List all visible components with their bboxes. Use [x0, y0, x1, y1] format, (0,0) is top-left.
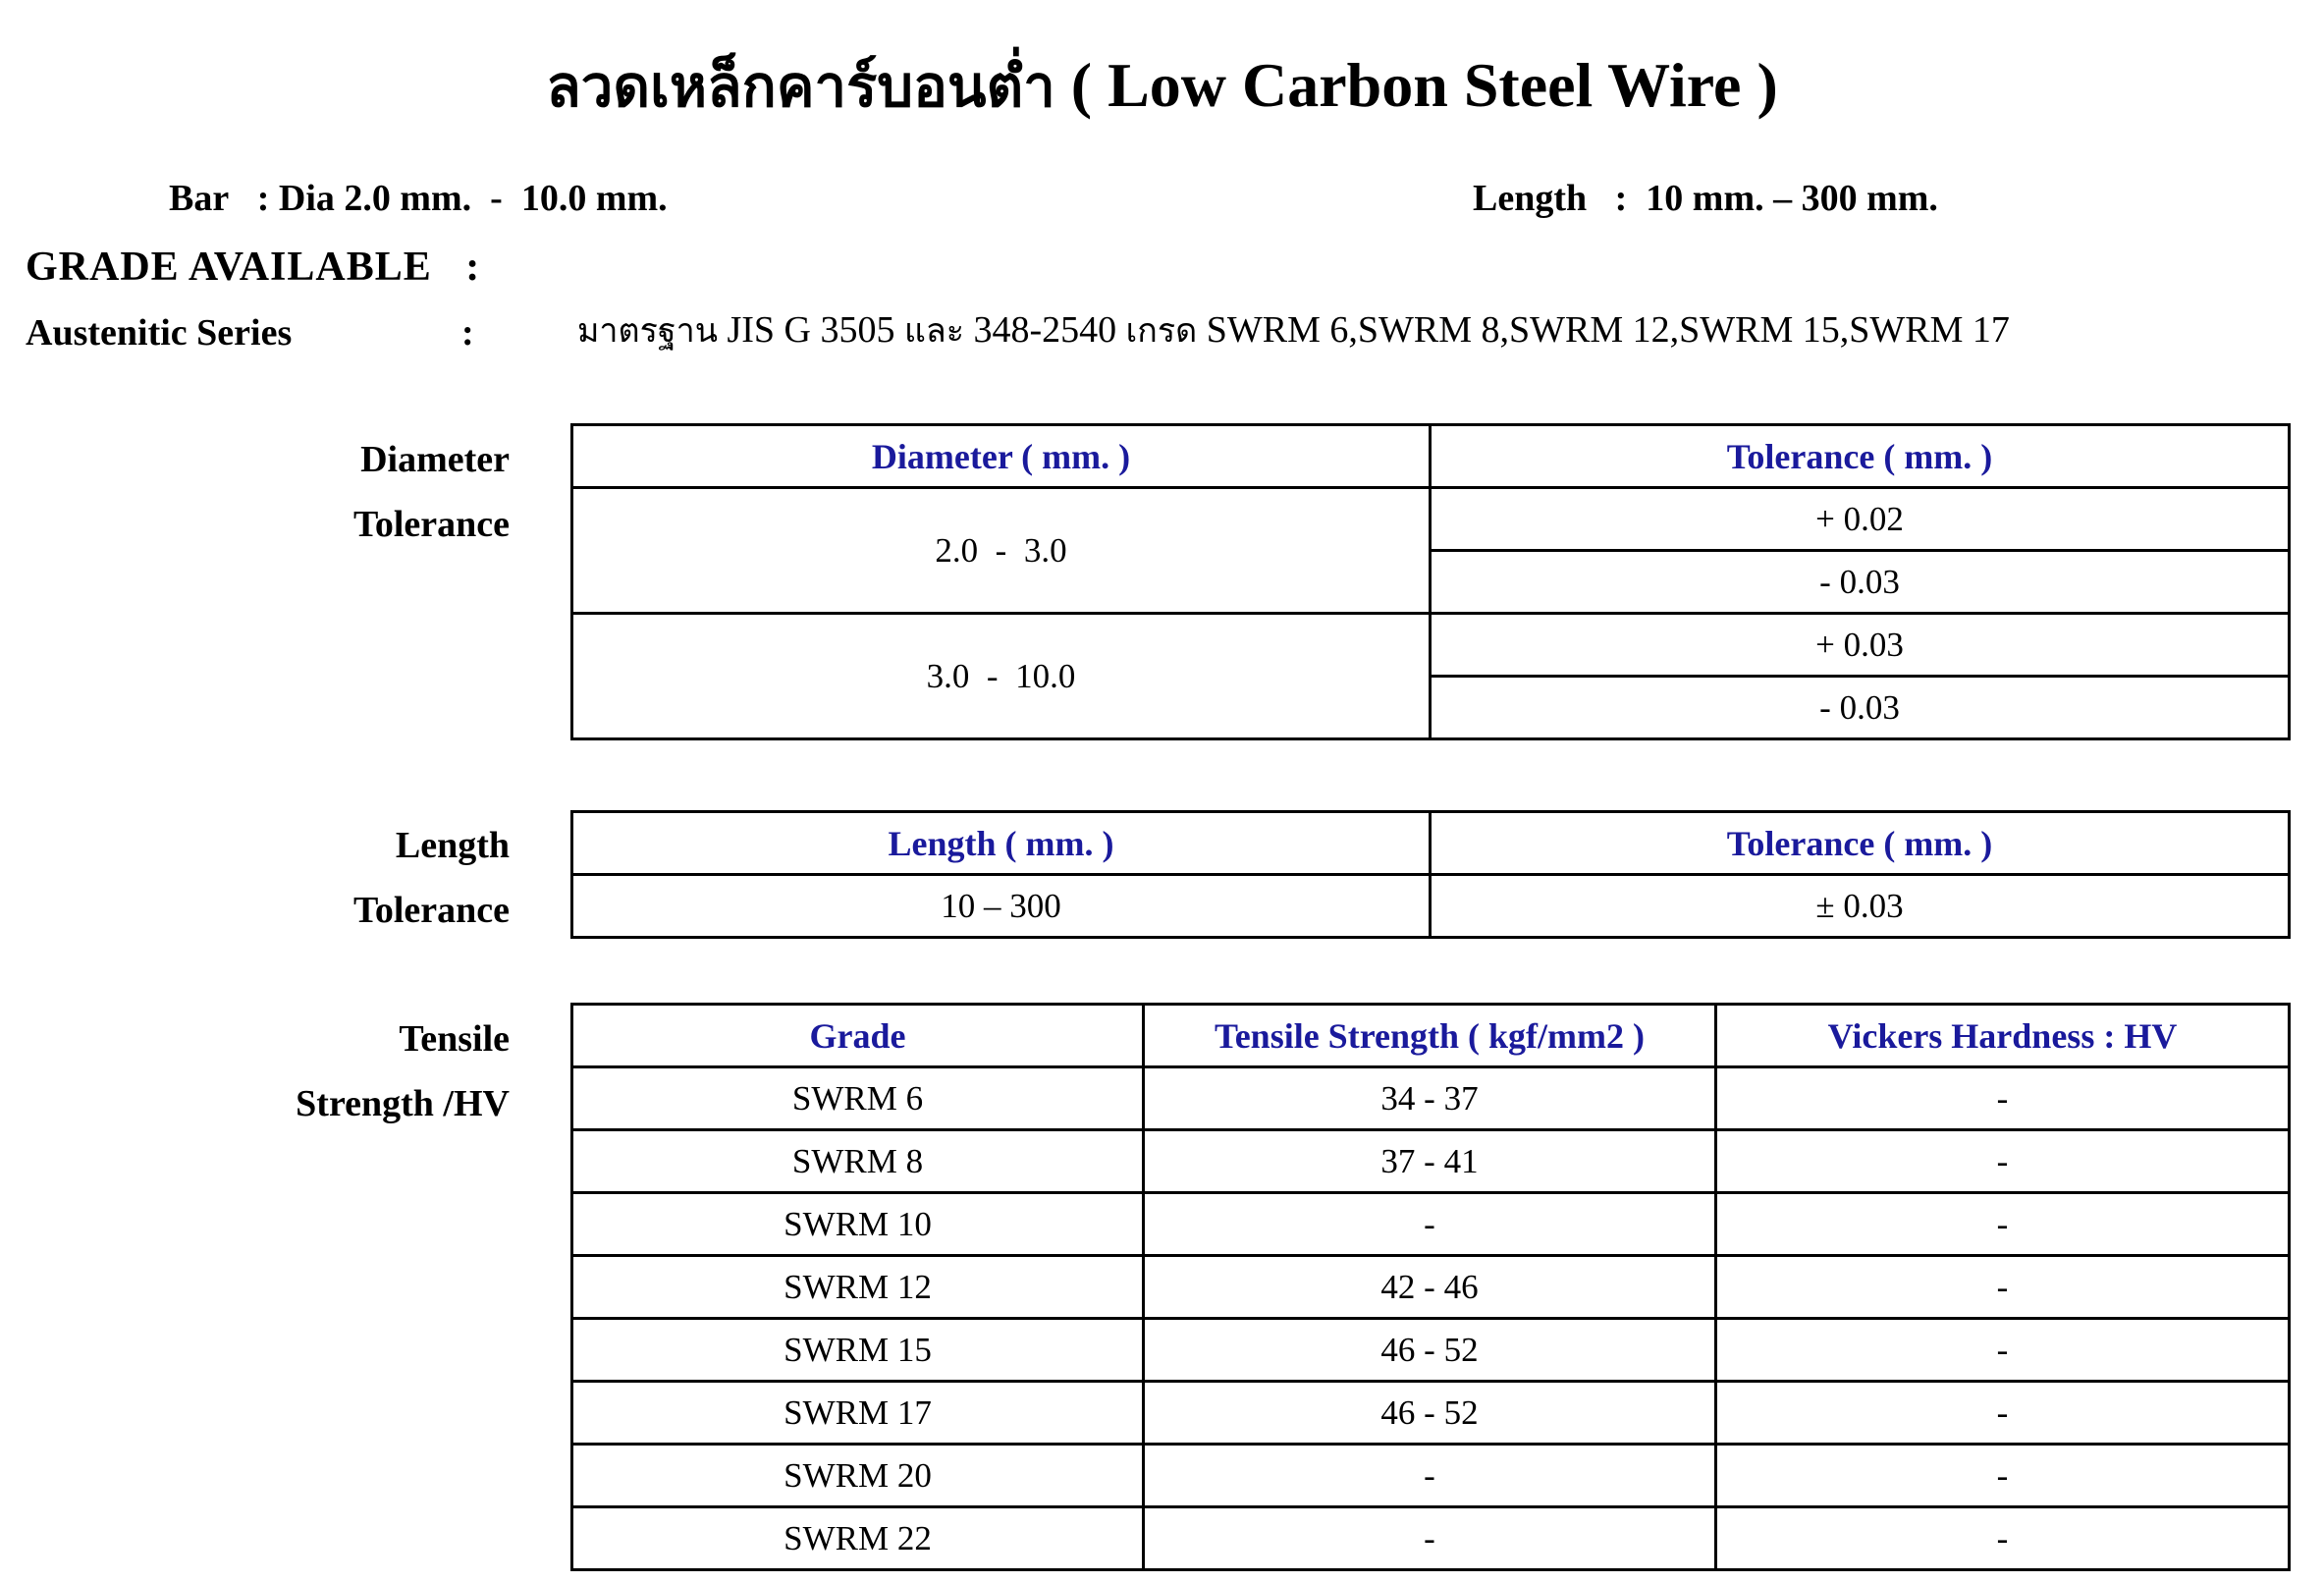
length-value: : 10 mm. – 300 mm.: [1614, 178, 1938, 219]
standard-2: 348-2540: [964, 309, 1126, 351]
table-row: [572, 1130, 2290, 1193]
label-line: Tolerance: [352, 504, 510, 545]
bar-value: : Dia 2.0 mm. - 10.0 mm.: [256, 178, 668, 219]
column-header: Grade: [572, 1005, 1144, 1067]
standard-thai-2: และ: [903, 311, 964, 351]
series-standard: [577, 304, 2010, 356]
table-header-row: [572, 812, 2290, 875]
grade-cell: SWRM 20: [572, 1445, 1144, 1507]
label-line: Diameter: [360, 439, 510, 480]
label-line: Tolerance: [352, 890, 510, 931]
hardness-cell: -: [1716, 1256, 2290, 1319]
table-row: [572, 1193, 2290, 1256]
tolerance-minus-cell: - 0.03: [1431, 677, 2290, 739]
diameter-range-cell: 2.0 - 3.0: [572, 488, 1431, 614]
label-line: Strength /HV: [296, 1083, 510, 1124]
table-row: [572, 1256, 2290, 1319]
length-tolerance-label: [353, 813, 510, 943]
hardness-cell: -: [1716, 1193, 2290, 1256]
column-header: Tolerance ( mm. ): [1431, 812, 2290, 875]
grade-cell: SWRM 12: [572, 1256, 1144, 1319]
bar-spec: [169, 175, 668, 222]
grade-available-heading: GRADE AVAILABLE :: [26, 245, 481, 290]
column-header: Diameter ( mm. ): [572, 425, 1431, 488]
column-header: Vickers Hardness : HV: [1716, 1005, 2290, 1067]
table-row: [572, 875, 2290, 938]
hardness-cell: -: [1716, 1507, 2290, 1570]
tensile-cell: 46 - 52: [1144, 1319, 1716, 1382]
table-row: [572, 1445, 2290, 1507]
length-cell: 10 – 300: [572, 875, 1431, 938]
diameter-range-cell: 3.0 - 10.0: [572, 614, 1431, 739]
tolerance-plus-cell: + 0.03: [1431, 614, 2290, 677]
hardness-cell: -: [1716, 1067, 2290, 1130]
table-row: [572, 1507, 2290, 1570]
hardness-cell: -: [1716, 1382, 2290, 1445]
grade-cell: SWRM 22: [572, 1507, 1144, 1570]
column-header: Length ( mm. ): [572, 812, 1431, 875]
table-row: [572, 1067, 2290, 1130]
title-english: ( Low Carbon Steel Wire ): [1070, 50, 1778, 120]
hardness-cell: -: [1716, 1445, 2290, 1507]
label-line: Length: [395, 825, 510, 866]
series-label: Austenitic Series: [26, 312, 293, 354]
tensile-cell: -: [1144, 1445, 1716, 1507]
grade-cell: SWRM 15: [572, 1319, 1144, 1382]
diameter-tolerance-table: [570, 423, 2291, 740]
standard-1: JIS G 3505: [717, 309, 904, 351]
diameter-tolerance-label: [353, 427, 510, 557]
tolerance-minus-cell: - 0.03: [1431, 551, 2290, 614]
grade-cell: SWRM 17: [572, 1382, 1144, 1445]
column-header: Tolerance ( mm. ): [1431, 425, 2290, 488]
series-colon: :: [461, 312, 474, 354]
table-row: [572, 1319, 2290, 1382]
hardness-cell: -: [1716, 1130, 2290, 1193]
table-row: [572, 1382, 2290, 1445]
page-title: [0, 41, 2324, 131]
length-spec: [1473, 175, 1938, 222]
tensile-cell: -: [1144, 1507, 1716, 1570]
tensile-strength-table: [570, 1003, 2291, 1571]
label-line: Tensile: [399, 1018, 510, 1060]
bar-label: Bar: [169, 178, 230, 219]
title-thai: ลวดเหล็กคาร์บอนต่ำ: [546, 53, 1055, 120]
standard-thai-1: มาตรฐาน: [577, 311, 718, 351]
column-header: Tensile Strength ( kgf/mm2 ): [1144, 1005, 1716, 1067]
tensile-cell: 34 - 37: [1144, 1067, 1716, 1130]
tensile-cell: 46 - 52: [1144, 1382, 1716, 1445]
tensile-cell: 37 - 41: [1144, 1130, 1716, 1193]
grade-cell: SWRM 6: [572, 1067, 1144, 1130]
table-header-row: [572, 425, 2290, 488]
length-tolerance-table: [570, 810, 2291, 939]
tensile-cell: -: [1144, 1193, 1716, 1256]
hardness-cell: -: [1716, 1319, 2290, 1382]
standard-3: SWRM 6,SWRM 8,SWRM 12,SWRM 15,SWRM 17: [1197, 309, 2010, 351]
tensile-cell: 42 - 46: [1144, 1256, 1716, 1319]
tolerance-plus-cell: + 0.02: [1431, 488, 2290, 551]
grade-cell: SWRM 8: [572, 1130, 1144, 1193]
length-label: Length: [1473, 178, 1588, 219]
tolerance-cell: ± 0.03: [1431, 875, 2290, 938]
table-row: [572, 614, 2290, 677]
table-header-row: [572, 1005, 2290, 1067]
tensile-strength-label: [296, 1007, 510, 1136]
table-row: [572, 488, 2290, 551]
standard-thai-3: เกรด: [1125, 311, 1198, 351]
grade-cell: SWRM 10: [572, 1193, 1144, 1256]
